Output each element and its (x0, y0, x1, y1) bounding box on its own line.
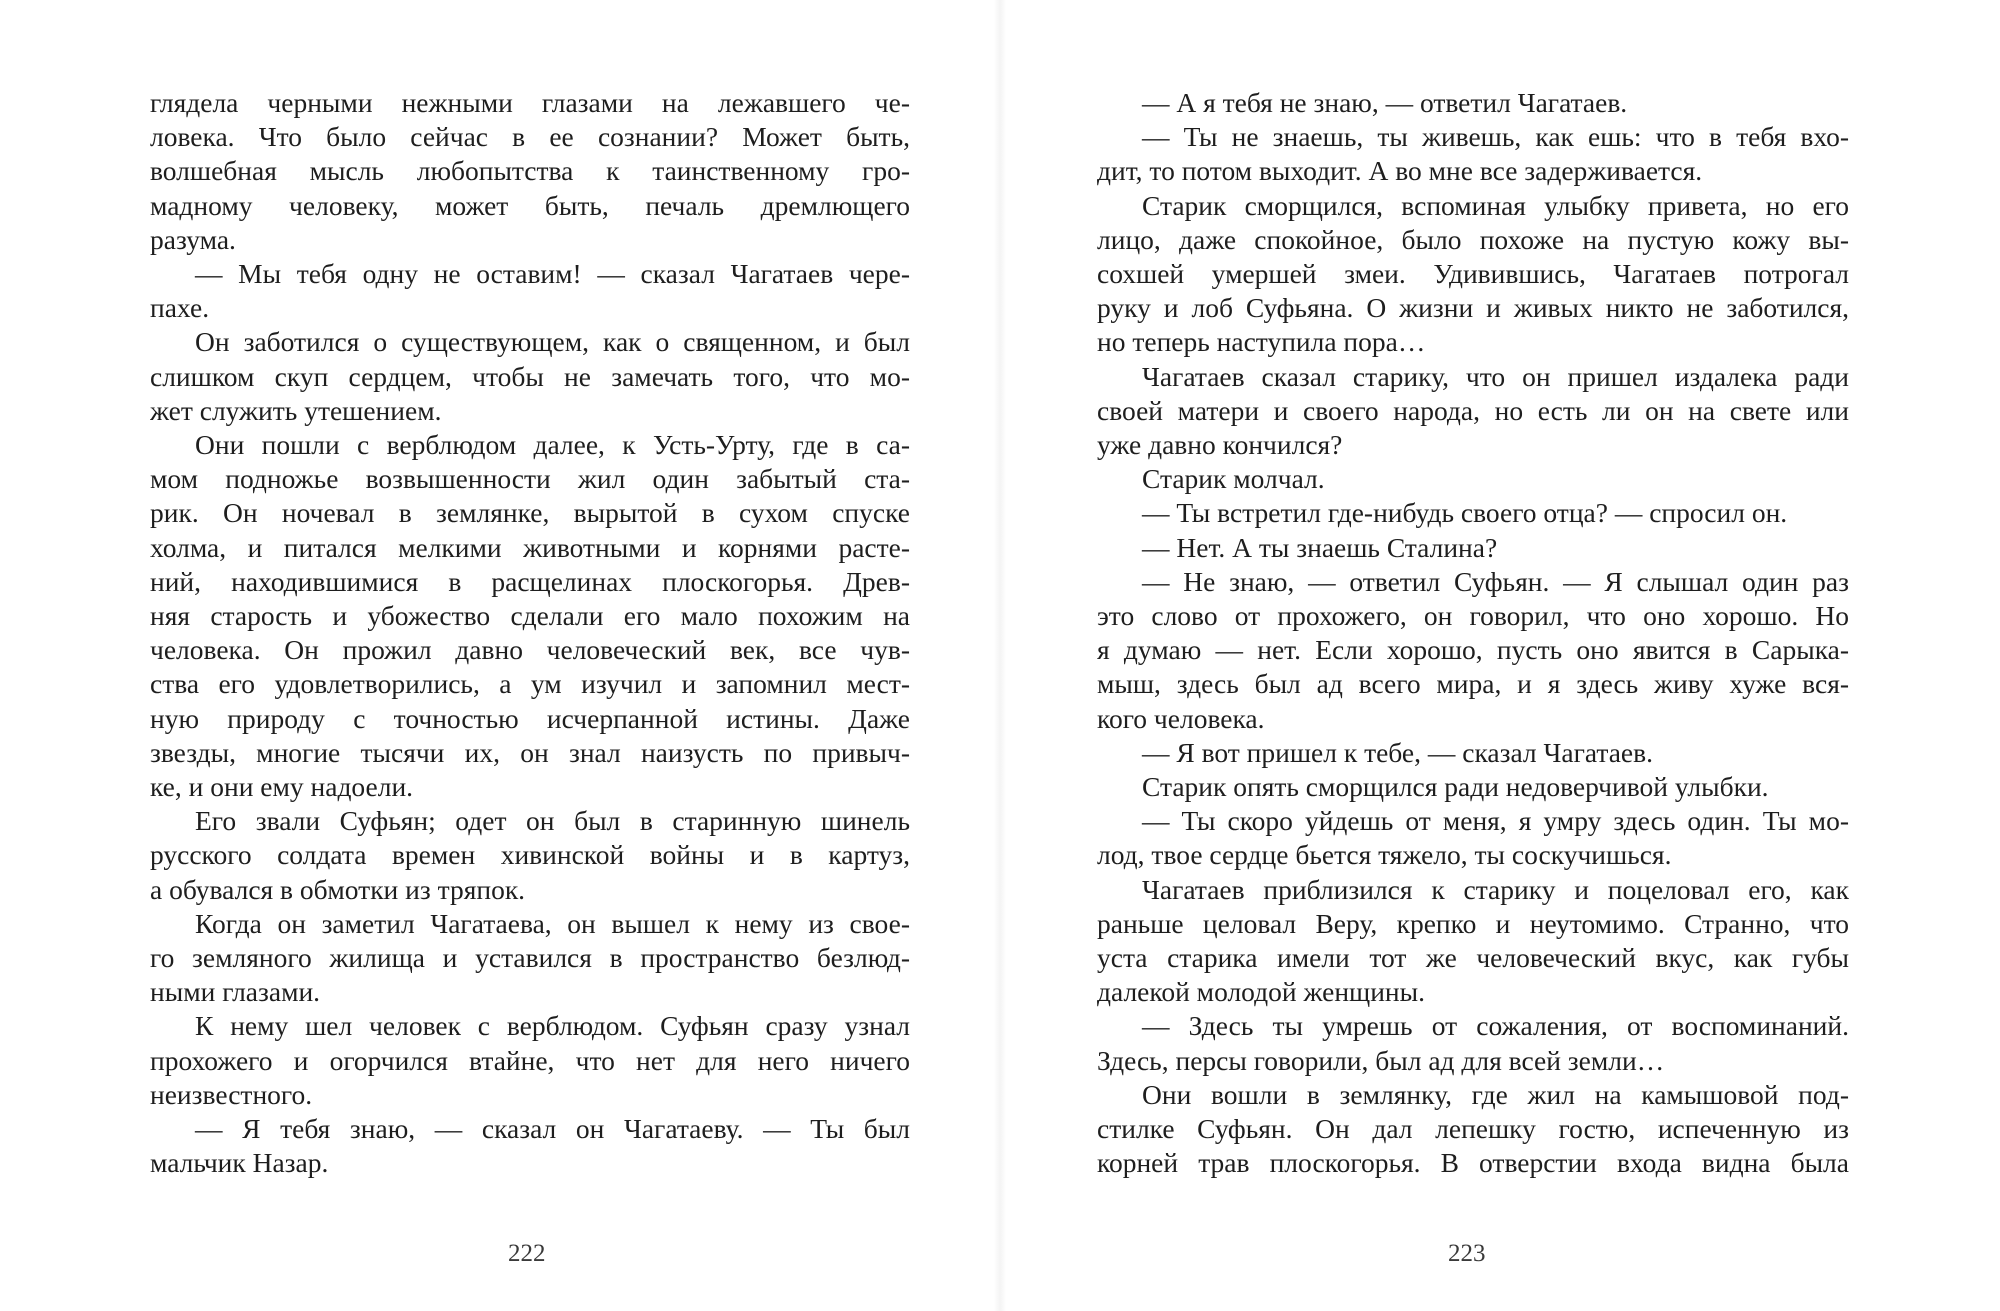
text-line: — Ты скоро уйдешь от меня, я умру здесь один. Ты мо- (1142, 805, 1849, 837)
text-line: — Я вот пришел к тебе, — сказал Чагатаев. (1142, 736, 1653, 768)
text-line: руку и лоб Суфьяна. О жизни и живых никто не заботился, (1097, 292, 1849, 324)
text-line: ными глазами. (150, 976, 321, 1008)
right-page-number: 223 (1448, 1240, 1486, 1267)
text-line: глядела черными нежными глазами на лежавшего че- (150, 87, 910, 118)
text-line: ную природу с точностью исчерпанной истины. Даже (150, 702, 910, 734)
text-line: Чагатаев сказал старику, что он пришел издалека ради (1142, 360, 1849, 392)
text-line: звезды, многие тысячи их, он знал наизусть по привыч- (150, 736, 910, 768)
text-line: кого человека. (1097, 702, 1265, 734)
text-line: но теперь наступила пора… (1097, 326, 1426, 358)
text-line: Когда он заметил Чагатаева, он вышел к нему из свое- (195, 907, 910, 939)
text-line: — А я тебя не знаю, — ответил Чагатаев. (1142, 87, 1628, 118)
text-line: разума. (150, 223, 236, 255)
text-line: — Здесь ты умрешь от сожаления, от воспоминаний. (1142, 1010, 1849, 1042)
text-line: русского солдата времен хивинской войны и в картуз, (150, 839, 910, 871)
text-line: мадному человеку, может быть, печаль дремлющего (150, 189, 910, 221)
text-line: ства его удовлетворились, а ум изучил и запомнил мест- (150, 668, 910, 700)
text-line: неизвестного. (150, 1078, 313, 1110)
text-line: я думаю — нет. Если хорошо, пусть оно явится в Сарыка- (1097, 634, 1849, 666)
text-line: раньше целовал Веру, крепко и неутомимо. Странно, что (1097, 907, 1849, 939)
text-line: далекой молодой женщины. (1097, 976, 1425, 1008)
text-line: сохшей умершей змеи. Удивившись, Чагатаев потрогал (1097, 258, 1849, 290)
left-page-text (150, 86, 910, 1181)
text-line: го земляного жилища и уставился в пространство безлюд- (150, 942, 910, 974)
text-line: Чагатаев приблизился к старику и поцеловал его, как (1142, 873, 1849, 905)
text-line: лод, твое сердце бьется тяжело, ты соскучишься. (1097, 839, 1672, 871)
text-line: К нему шел человек с верблюдом. Суфьян сразу узнал (195, 1010, 910, 1042)
text-line: уста старика имели тот же человеческий вкус, как губы (1097, 942, 1849, 974)
text-line: Старик опять сморщился ради недоверчивой улыбки. (1142, 771, 1769, 803)
text-line: Они пошли с верблюдом далее, к Усть-Урту, где в са- (195, 429, 910, 461)
text-line: лицо, даже спокойное, было похоже на пустую кожу вы- (1097, 223, 1849, 255)
left-page-number: 222 (508, 1240, 546, 1267)
text-line: ловека. Что было сейчас в ее сознании? Может быть, (150, 121, 910, 153)
text-line: пахе. (150, 292, 210, 324)
right-page-text (1097, 86, 1849, 1181)
text-line: а обувался в обмотки из тряпок. (150, 873, 526, 905)
text-line: рик. Он ночевал в землянке, вырытой в сухом спуске (150, 497, 910, 529)
text-line: Он заботился о существующем, как о священном, и был (195, 326, 910, 358)
text-line: корней трав плоскогорья. В отверстии входа видна была (1097, 1147, 1849, 1179)
text-line: — Нет. А ты знаешь Сталина? (1142, 531, 1498, 563)
text-line: человека. Он прожил давно человеческий век, все чув- (150, 634, 910, 666)
text-line: жет служить утешением. (150, 394, 442, 426)
text-line: своей матери и своего народа, но есть ли он на свете или (1097, 394, 1849, 426)
text-line: ний, находившимися в расщелинах плоскогорья. Древ- (150, 565, 910, 597)
text-line: — Ты не знаешь, ты живешь, как ешь: что в тебя вхо- (1142, 121, 1849, 153)
right-page (1000, 0, 2000, 1311)
text-line: — Не знаю, — ответил Суфьян. — Я слышал один раз (1142, 565, 1849, 597)
text-line: ке, и они ему надоели. (150, 771, 414, 803)
text-line: прохожего и огорчился втайне, что нет для него ничего (150, 1044, 910, 1076)
text-line: Его звали Суфьян; одет он был в старинную шинель (195, 805, 910, 837)
text-line: мом подножье возвышенности жил один забытый ста- (150, 463, 910, 495)
text-line: волшебная мысль любопытства к таинственному гро- (150, 155, 910, 187)
text-line: это слово от прохожего, он говорил, что оно хорошо. Но (1097, 600, 1849, 632)
text-line: няя старость и убожество сделали его мало похожим на (150, 600, 910, 632)
text-line: мыш, здесь был ад всего мира, и я здесь живу хуже вся- (1097, 668, 1849, 700)
text-line: — Мы тебя одну не оставим! — сказал Чагатаев чере- (195, 258, 910, 290)
text-line: Они вошли в землянку, где жил на камышовой под- (1142, 1078, 1849, 1110)
text-line: Здесь, персы говорили, был ад для всей земли… (1097, 1044, 1665, 1076)
text-line: — Ты встретил где-нибудь своего отца? — спросил он. (1142, 497, 1788, 529)
text-line: Старик молчал. (1142, 463, 1325, 495)
text-line: — Я тебя знаю, — сказал он Чагатаеву. — Ты был (195, 1113, 910, 1145)
text-line: стилке Суфьян. Он дал лепешку гостю, испеченную из (1097, 1113, 1849, 1145)
text-line: мальчик Назар. (150, 1147, 329, 1179)
text-line: слишком скуп сердцем, чтобы не замечать того, что мо- (150, 360, 910, 392)
text-line: холма, и питался мелкими животными и корнями расте- (150, 531, 910, 563)
text-line: уже давно кончился? (1097, 429, 1343, 461)
text-line: Старик сморщился, вспоминая улыбку привета, но его (1142, 189, 1849, 221)
text-line: дит, то потом выходит. А во мне все задерживается. (1097, 155, 1703, 187)
